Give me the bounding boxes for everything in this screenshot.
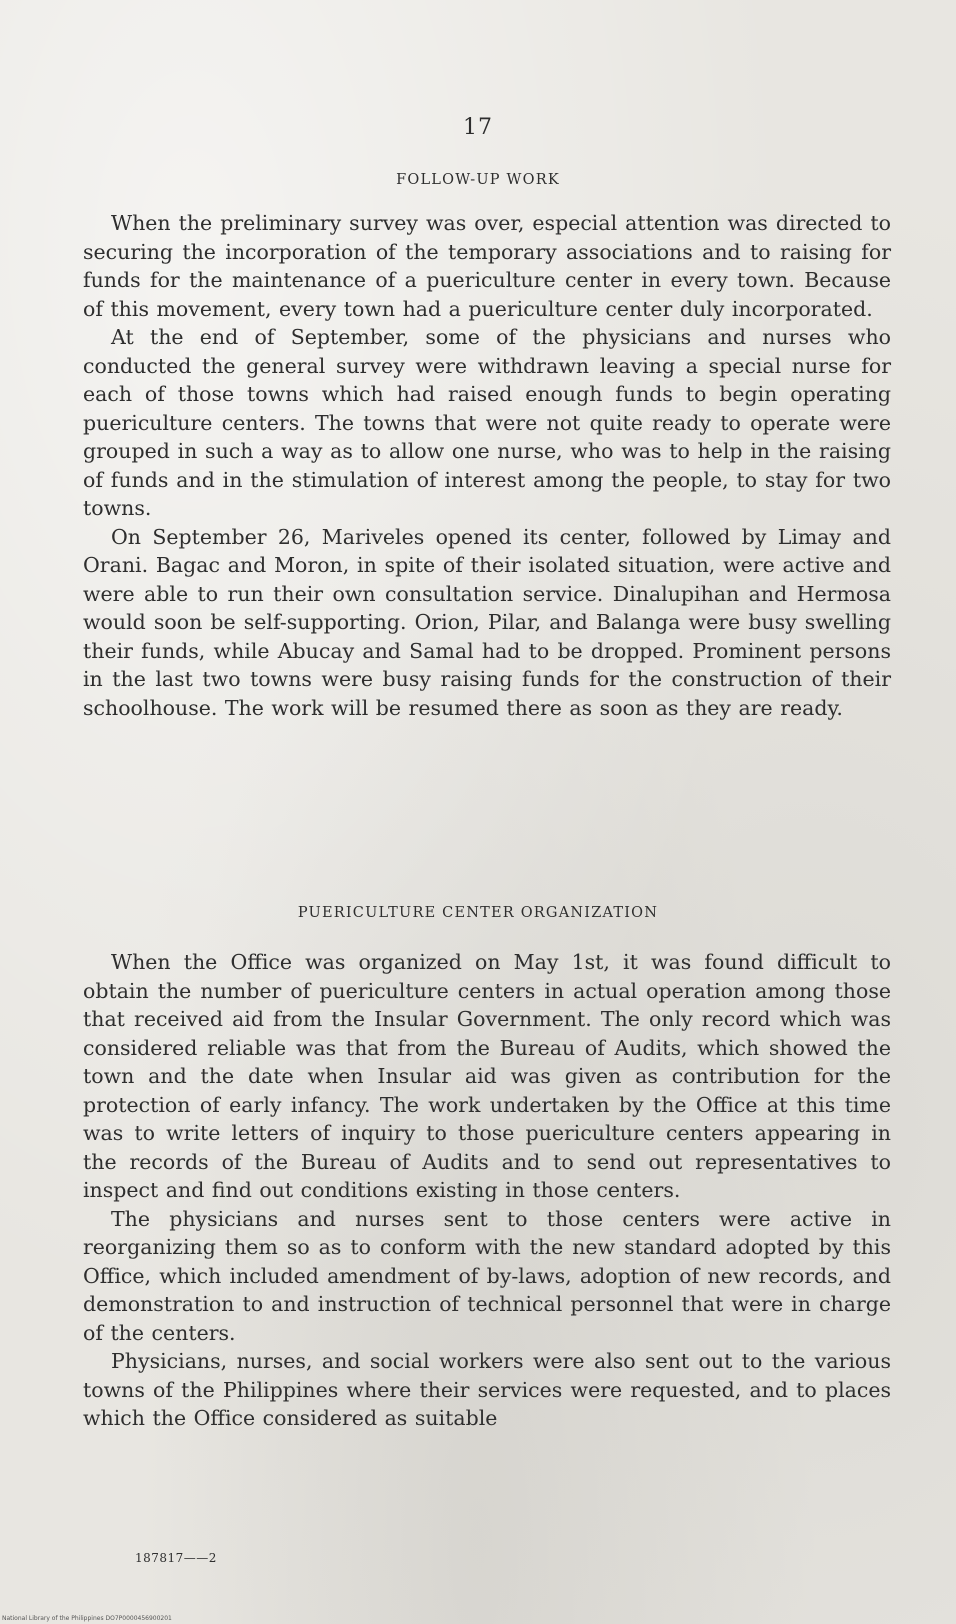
heading-follow-up-work: FOLLOW-UP WORK — [396, 172, 560, 188]
page-number: 17 — [463, 115, 493, 140]
section-follow-up-work-body — [83, 209, 891, 722]
paragraph: At the end of September, some of the physicians and nurses who conducted the general survey were withdrawn leaving a special nurse for each of those towns which had raised enough funds to begin operating puericulture centers. The towns that were not quite ready to operate were grouped in such a way as to allow one nurse, who was to help in the raising of funds and in the stimulation of interest among the people, to stay for two towns. — [83, 325, 891, 520]
paragraph: The physicians and nurses sent to those centers were active in reorganizing them so as to conform with the new standard adopted by this Office, which included amendment of by-laws, adoption of new records, and demonstration to and instruction of technical personnel that were in charge of the centers. — [83, 1206, 891, 1345]
paragraph: Physicians, nurses, and social workers were also sent out to the various towns of the Philippines where their services were requested, and to places which the Office considered as suitable — [83, 1349, 891, 1430]
paragraph: On September 26, Mariveles opened its center, followed by Limay and Orani. Bagac and Moron, in spite of their isolated situation, were active and were able to run their own consultation service. Dinalupihan and Hermosa would soon be self-supporting. Orion, Pilar, and Balanga were busy swelling their funds, while Abucay and Samal had to be dropped. Prominent persons in the last two towns were busy raising funds for the construction of their schoolhouse. The work will be resumed there as soon as they are ready. — [83, 524, 891, 720]
paragraph: When the preliminary survey was over, especial attention was directed to securing the incorporation of the temporary associations and to raising for funds for the maintenance of a puericulture center in every town. Because of this movement, every town had a puericulture center duly incorporated. — [83, 211, 891, 321]
archive-identifier: National Library of the Philippines DO7P0000456900201 — [2, 1615, 172, 1622]
section-puericulture-center-organization-body — [83, 948, 891, 1433]
heading-puericulture-center-organization: PUERICULTURE CENTER ORGANIZATION — [297, 905, 659, 921]
paragraph: When the Office was organized on May 1st, it was found difficult to obtain the number of puericulture centers in actual operation among those that received aid from the Insular Government. The only record which was considered reliable was that from the Bureau of Audits, which showed the town and the date when Insular aid was given as contribution for the protection of early infancy. The work undertaken by the Office at this time was to write letters of inquiry to those puericulture centers appearing in the records of the Bureau of Audits and to send out representatives to inspect and find out conditions existing in those centers. — [83, 950, 891, 1202]
printer-code: 187817——2 — [135, 1551, 217, 1565]
